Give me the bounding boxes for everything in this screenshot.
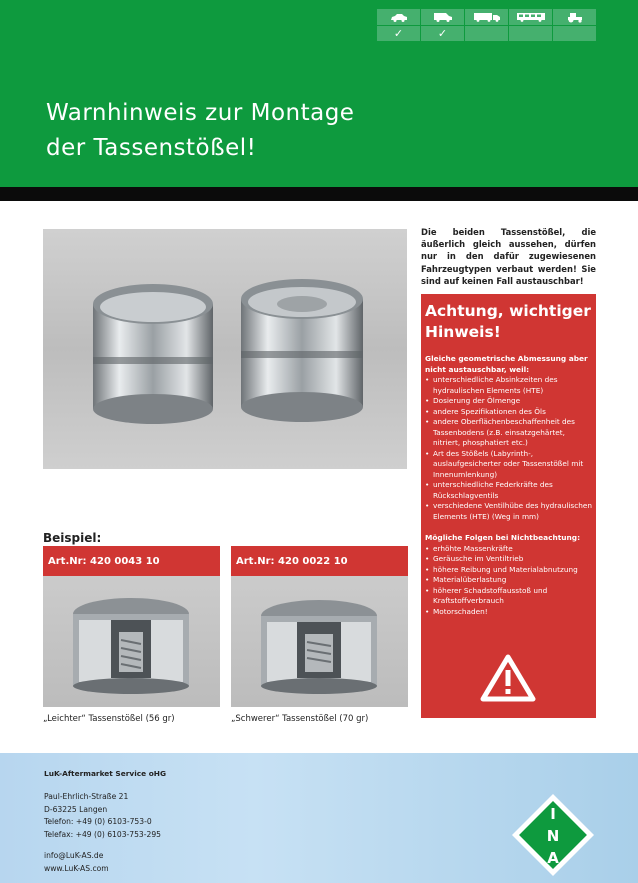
company-name: LuK-Aftermarket Service oHG [44,769,167,778]
list-item: • höhere Reibung und Materialabnutzung [421,565,592,576]
intro-text: Die beiden Tassenstößel, die äußerlich gleich aussehen, dürfen nur in den dafür zugewiesenen Fahrzeugtypen verbaut werden! Sie sind auf keinen Fall austauschbar! [421,227,596,286]
tappet-cutaway-photo [231,576,408,707]
check-mark-tractor [553,26,596,41]
reasons-list [421,375,596,522]
warning-box [421,294,596,718]
list-item: • Geräusche im Ventiltrieb [421,554,592,565]
vehicle-type-grid [377,9,596,41]
address-city: D-63225 Langen [44,804,108,814]
consequences-title: Mögliche Folgen bei Nichtbeachtung: [425,533,581,542]
check-mark-truck [465,26,508,41]
bus-icon [509,9,552,25]
list-item: • andere Oberflächenbeschaffenheit des Tassenbodens (z.B. einsatzgehärtet, nitriert, phosphatiert etc.) [421,417,592,449]
article-number: Art.Nr: 420 0022 10 [231,546,408,576]
list-item: • erhöhte Massenkräfte [421,544,592,555]
warning-triangle-icon [480,654,536,706]
example-label: Beispiel: [43,531,102,545]
check-mark-car: ✓ [377,26,420,41]
address-street: Paul-Ehrlich-Straße 21 [44,792,129,801]
warning-title-line-2: Hinweis! [425,323,501,341]
tappet-cutaway-photo [43,576,220,707]
tractor-icon [553,9,596,25]
list-item: • unterschiedliche Absinkzeiten des hydraulischen Elements (HTE) [421,375,592,396]
check-mark-van: ✓ [421,26,464,41]
article-number: Art.Nr: 420 0043 10 [43,546,220,576]
page-title [46,96,354,166]
consequences-list [421,544,596,618]
ina-logo [511,793,595,881]
van-icon [421,9,464,25]
email-link[interactable]: info@LuK-AS.de [44,851,104,860]
header-banner [0,0,638,201]
list-item: • verschiedene Ventilhübe des hydraulischen Elements (HTE) (Weg in mm) [421,501,592,522]
footer [0,753,638,883]
contact-block [44,850,109,875]
list-item: • andere Spezifikationen des Öls [421,407,592,418]
list-item: • unterschiedliche Federkräfte des Rückschlagventils [421,480,592,501]
list-item: • Motorschaden! [421,607,592,618]
logo-letter: I [550,805,556,823]
page-title-line-1: Warnhinweis zur Montage [46,100,355,126]
example-caption: „Schwerer“ Tassenstößel (70 gr) [231,714,369,724]
warning-subtitle: Gleiche geometrische Abmessung aber nicht austauschbar, weil: [425,354,588,374]
fax-number: Telefax: +49 (0) 6103-753-295 [44,829,161,839]
list-item: • Art des Stößels (Labyrinth-, auslaufgesicherter oder Tassenstößel mit Innenumlenkung) [421,449,592,481]
warning-title [425,301,596,343]
website-link[interactable]: www.LuK-AS.com [44,863,109,873]
list-item: • Materialüberlastung [421,575,592,586]
logo-letter: N [546,827,560,845]
example-card-heavy [231,546,408,724]
phone-number: Telefon: +49 (0) 6103-753-0 [44,817,152,826]
address-block [44,791,161,841]
car-icon [377,9,420,25]
list-item: • höherer Schadstoffausstoß und Kraftstoffverbrauch [421,586,592,607]
tappets-photo [43,229,407,469]
example-caption: „Leichter“ Tassenstößel (56 gr) [43,714,175,724]
page-title-line-2: der Tassenstößel! [46,135,257,161]
truck-icon [465,9,508,25]
logo-letter: A [547,849,559,867]
list-item: • Dosierung der Ölmenge [421,396,592,407]
warning-title-line-1: Achtung, wichtiger [425,302,591,320]
check-mark-bus [509,26,552,41]
example-card-light [43,546,220,724]
